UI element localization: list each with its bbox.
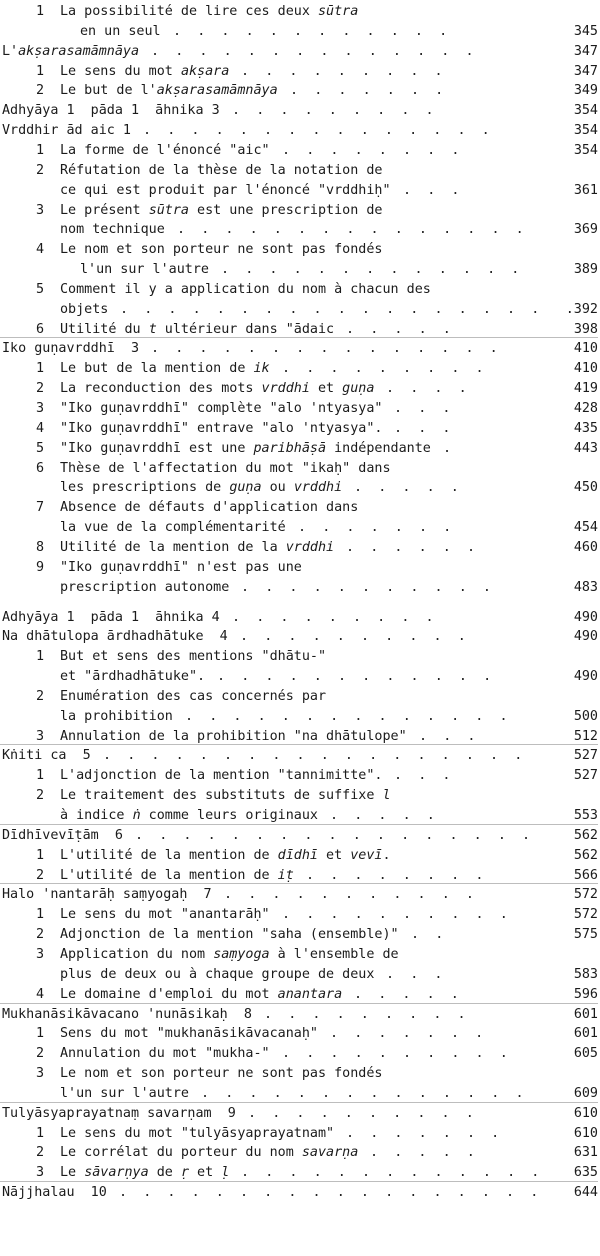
toc-entry [0,62,600,82]
leader-dots: . . . . . . . . . . [240,1105,482,1121]
leader-dots: . . . . . . . . . . . . . . . . . . [112,301,548,317]
entry-number: 2 [35,788,44,804]
toc-entry [0,260,600,280]
leader-dots: . . . . . . . [290,520,460,536]
toc-entry [0,359,600,379]
entry-title: Comment il y a application du nom à chacun des [60,281,431,297]
leader-dots: . . . [411,728,484,744]
entry-title: But et sens des mentions "dhātu-" [60,649,327,665]
entry-number: 1 [35,142,44,158]
page-number: 635 [573,1165,598,1181]
entry-number: 5 [35,440,44,456]
page-number: 572 [573,887,598,903]
entry-title: Le sens du mot "anantarāḥ" [60,907,270,923]
page-number: 345 [573,23,598,39]
leader-dots: . . [403,927,452,943]
leader-dots: . . . . [378,381,475,397]
toc-entry [0,538,600,558]
entry-title: Le sens du mot akṣara [60,63,230,79]
page-number: 610 [573,1105,598,1121]
leader-dots: . . . . . . . [322,1026,492,1042]
entry-title: objets [60,301,109,317]
toc-entry [0,300,600,320]
page-number: 460 [573,539,598,555]
page-number: 354 [573,123,598,139]
page-number: 527 [573,748,598,764]
leader-dots: . . . . . [362,1145,483,1161]
page-number: 347 [573,63,598,79]
page-number: 428 [573,401,598,416]
toc-entry [0,965,600,985]
page-number: 601 [573,1026,598,1042]
entry-number: 2 [35,381,44,397]
entry-title: Le traitement des substituts de suffixe l [60,788,391,804]
toc-entry [0,518,600,538]
entry-title: Tulyāsyaprayatnaṃ savarṇam 9 [2,1105,236,1121]
leader-dots: . . . . . . . . . . . . . . . [143,341,506,357]
leader-dots: . . . . . . . [282,83,452,99]
page-number: 354 [573,142,598,158]
entry-title: en un seul [80,23,161,39]
page-number: 410 [573,341,598,357]
page-number: 435 [573,420,598,436]
entry-title: Annulation du mot "mukha-" [60,1046,270,1062]
entry-title: La forme de l'énoncé "aic" [60,142,270,158]
entry-title: plus de deux ou à chaque groupe de deux [60,966,375,982]
toc-entry [0,687,600,707]
leader-dots: . . . . . . . . . . . . . . . . . . [111,1185,547,1201]
entry-title: Mukhanāsikāvacano 'nunāsikaḥ 8 [2,1006,252,1022]
entry-title: Adhyāya 1 pāda 1 āhnika 4 [2,609,220,625]
entry-number: 1 [35,847,44,863]
toc-entry [0,766,600,786]
leader-dots: . . . . . [346,986,467,1002]
toc-entry [0,201,600,221]
page-number: 605 [573,1046,598,1062]
entry-number: 2 [35,688,44,704]
page-number: 354 [573,103,598,119]
leader-dots: . . . . . . . . . . . . . [213,262,528,278]
toc-entry [0,1143,600,1163]
entry-title: Sens du mot "mukhanāsikāvacanaḥ" [60,1026,318,1042]
entry-title: à indice ṅ comme leurs originaux [60,808,318,823]
section-divider [0,1181,598,1182]
entry-title: Vrddhir ād aic 1 [2,123,131,139]
leader-dots: . . . . . . . . [298,867,492,883]
entry-number: 1 [35,768,44,784]
leader-dots: . . . . . [322,808,443,823]
leader-dots: . . . [386,420,459,436]
toc-entry [0,707,600,727]
leader-dots: . . . . . . . . . [233,63,451,79]
leader-dots [395,846,560,866]
entry-title: et "ārdhadhātuke". [60,669,206,685]
toc-entry [0,498,600,518]
entry-title: Le but de la mention de ik [60,361,270,377]
leader-dots: . . . . . . . . . . . . . . [143,43,482,59]
entry-number: 1 [35,361,44,377]
leader-dots: . . . . . . . . . [256,1006,474,1022]
entry-number: 1 [35,63,44,79]
toc-entry [0,905,600,925]
toc-section-heading [0,101,600,121]
page-number: 369 [573,222,598,238]
entry-title: Thèse de l'affectation du mot "ikaḥ" dans [60,460,391,476]
toc-entry [0,667,600,687]
toc-entry [0,786,600,806]
entry-number: 1 [35,649,44,665]
entry-number: 6 [35,321,44,337]
toc-entry [0,399,600,419]
leader-dots: . . . [386,401,459,416]
toc-section-heading [0,339,600,359]
leader-dots: . . . [378,966,451,982]
toc-entry [0,647,600,667]
entry-title: "Iko guṇavrddhī" n'est pas une [60,559,302,575]
leader-dots: . . . . . . . . . . . . . . . [169,222,532,238]
leader-dots: . . . . . . . . . . [232,629,474,645]
leader-dots: . . . . . . . . . . . . . . [177,708,516,724]
entry-number: 8 [35,539,44,555]
page-number: 347 [573,43,598,59]
page-number: 644 [573,1185,598,1201]
entry-title: Halo 'nantarāḥ saṃyogaḥ 7 [2,887,212,903]
entry-title: Utilité du t ultérieur dans "ādaic [60,321,335,337]
entry-title: Le sāvarṇya de ṛ et ḷ [60,1165,230,1181]
entry-title: Annulation de la prohibition "na dhātulope" [60,728,407,744]
page-number: 349 [573,83,598,99]
page-number: 631 [573,1145,598,1161]
section-divider [0,824,598,825]
entry-title: La possibilité de lire ces deux sūtra [60,4,359,19]
toc-entry [0,379,600,399]
entry-title: Utilité de la mention de la vrddhi [60,539,335,555]
leader-dots: . . . . . . . . . . . . . . [193,1085,532,1101]
entry-number: 1 [35,1125,44,1141]
entry-title: Nājjhalau 10 [2,1185,107,1201]
page-number: 443 [573,440,598,456]
entry-title: l'un sur l'autre [60,1085,189,1101]
page-number: 583 [573,966,598,982]
page-number: 389 [573,262,598,278]
toc-entry [0,2,600,22]
page-number: 596 [573,986,598,1002]
toc-section-heading [0,826,600,846]
entry-title: Application du nom saṃyoga à l'ensemble de [60,946,399,962]
toc-entry [0,846,600,866]
toc-section-heading [0,121,600,141]
page-number: 609 [573,1085,598,1101]
toc-entry [0,478,600,498]
page-number: 566 [573,867,598,883]
entry-title: Le domaine d'emploi du mot anantara [60,986,343,1002]
entry-title: Iko guṇavrddhī 3 [2,341,140,357]
leader-dots: . . . . . [338,321,459,337]
entry-number: 1 [35,4,44,19]
section-divider [0,337,598,338]
leader-dots: . [435,440,460,456]
toc-section-heading [0,608,600,628]
toc-entry [0,240,600,260]
toc-entry [0,141,600,161]
entry-title: la vue de la complémentarité [60,520,286,536]
page-number: 500 [573,708,598,724]
toc-entry [0,181,600,201]
leader-dots: . . . . . . . . . [224,609,442,625]
entry-title: L'akṣarasamāmnāya [2,43,140,59]
section-divider [0,1003,598,1004]
toc-entry [0,925,600,945]
entry-title: l'un sur l'autre [80,262,209,278]
entry-title: Le but de l'akṣarasamāmnāya [60,83,278,99]
leader-dots: . . . . . . . . . . . . . . . . . . [95,748,531,764]
leader-dots: . . . . . . . . . . . . . . . [135,123,498,139]
section-divider [0,1102,598,1103]
toc-entry [0,439,600,459]
entry-title: prescription autonome [60,579,230,595]
entry-number: 2 [35,927,44,943]
entry-title: L'adjonction de la mention "tannimitte". [60,768,383,784]
entry-number: 2 [35,1046,44,1062]
entry-number: 3 [35,202,44,218]
leader-dots: . . . . . . . . . . . . . . . . . [127,827,539,843]
toc-entry [0,419,600,439]
leader-dots: . . . . . . . . . . . . [209,669,500,685]
entry-number: 9 [35,559,44,575]
entry-title: Adjonction de la mention "saha (ensemble)" [60,927,399,943]
page-number: 572 [573,907,598,923]
leader-dots: . . . . . . . . . . . [233,579,500,595]
entry-title: Na dhātulopa ārdhadhātuke 4 [2,629,228,645]
toc-entry [0,578,600,598]
page-number: 483 [573,579,598,595]
leader-dots: . . . . . . . . . . . . [165,23,456,39]
entry-title: "Iko guṇavrddhī" complète "alo 'ntyasya" [60,401,383,416]
entry-number: 6 [35,460,44,476]
leader-dots: . . . . . [346,480,467,496]
toc-section-heading [0,42,600,62]
leader-dots: . . . [386,768,459,784]
page-number: 575 [573,927,598,943]
entry-title: "Iko guṇavrddhī est une paribhāṣā indépendante [60,440,431,456]
page-number: 601 [573,1006,598,1022]
leader-dots: . . . . . . . . . . [274,907,516,923]
entry-title: ce qui est produit par l'énoncé "vrddhiḥ" [60,182,391,198]
entry-title: les prescriptions de guṇa ou vrddhi [60,480,343,496]
page-number: 361 [573,182,598,198]
toc-entry [0,1044,600,1064]
toc-section-heading [0,627,600,647]
toc-entry [0,280,600,300]
entry-title: Réfutation de la thèse de la notation de [60,162,383,178]
entry-title: la prohibition [60,708,173,724]
toc-entry [0,459,600,479]
leader-dots: . . . . . . . [338,1125,508,1141]
toc-section-heading [0,1005,600,1025]
page-number: 527 [573,768,598,784]
leader-dots: . . . . . . . . . . [274,1046,516,1062]
toc-section-heading [0,885,600,905]
section-divider [0,883,598,884]
page-number: 398 [573,321,598,337]
entry-number: 3 [35,1066,44,1082]
toc-entry [0,558,600,578]
entry-number: 2 [35,867,44,883]
toc-entry [0,220,600,240]
leader-dots: . . . . . . . . . [274,361,492,377]
toc-entry [0,945,600,965]
entry-number: 3 [35,401,44,416]
entry-number: 3 [35,728,44,744]
entry-number: 2 [35,162,44,178]
page-number: 562 [573,827,598,843]
toc-entry [0,1124,600,1144]
entry-title: "Iko guṇavrddhī" entrave "alo 'ntyasya". [60,420,383,436]
entry-number: 1 [35,1026,44,1042]
page-number: .392 [565,301,598,317]
toc-entry [0,1064,600,1084]
leader-dots: . . . . . . . . . . . [216,887,483,903]
entry-title: Dīdhīvevīṭām 6 [2,827,123,843]
entry-title: Le présent sūtra est une prescription de [60,202,383,218]
entry-title: nom technique [60,222,165,238]
page-number: 610 [573,1125,598,1141]
leader-dots: . . . [395,182,468,198]
entry-number: 3 [35,1165,44,1181]
entry-number: 5 [35,281,44,297]
page-number: 419 [573,381,598,397]
page-number: 410 [573,361,598,377]
page-number: 490 [573,669,598,685]
toc-section-heading [0,1183,600,1203]
entry-number: 2 [35,1145,44,1161]
toc-entry [0,22,600,42]
toc-section-heading [0,746,600,766]
entry-title: Le sens du mot "tulyāsyaprayatnam" [60,1125,335,1141]
leader-dots: . . . . . . . . . . . . . [233,1165,548,1181]
entry-title: Kṅiti ca 5 [2,748,91,764]
entry-title: Adhyāya 1 pāda 1 āhnika 3 [2,103,220,119]
page-number: 553 [573,808,598,823]
entry-title: L'utilité de la mention de iṭ [60,867,294,883]
page-number: 450 [573,480,598,496]
entry-title: Le nom et son porteur ne sont pas fondés [60,1066,383,1082]
entry-title: Le corrélat du porteur du nom savarṇa [60,1145,359,1161]
entry-number: 7 [35,500,44,516]
entry-number: 3 [35,946,44,962]
page-number: 454 [573,520,598,536]
entry-title: L'utilité de la mention de dīdhī et vevī. [60,847,391,863]
entry-title: Enumération des cas concernés par [60,688,327,704]
page-number: 512 [573,728,598,744]
toc-entry [0,1024,600,1044]
leader-dots: . . . . . . . . . [224,103,442,119]
leader-dots: . . . . . . [338,539,484,555]
page-number: 490 [573,609,598,625]
entry-title: La reconduction des mots vrddhi et guṇa [60,381,375,397]
toc-entry [0,81,600,101]
entry-title: Absence de défauts d'application dans [60,500,359,516]
entry-number: 1 [35,907,44,923]
entry-number: 4 [35,986,44,1002]
entry-title: Le nom et son porteur ne sont pas fondés [60,242,383,258]
page-number: 490 [573,629,598,645]
leader-dots: . . . . . . . . [274,142,468,158]
entry-number: 2 [35,83,44,99]
page-number: 562 [573,847,598,863]
section-divider [0,744,598,745]
entry-number: 4 [35,420,44,436]
entry-number: 4 [35,242,44,258]
toc-section-heading [0,1104,600,1124]
toc-entry [0,161,600,181]
